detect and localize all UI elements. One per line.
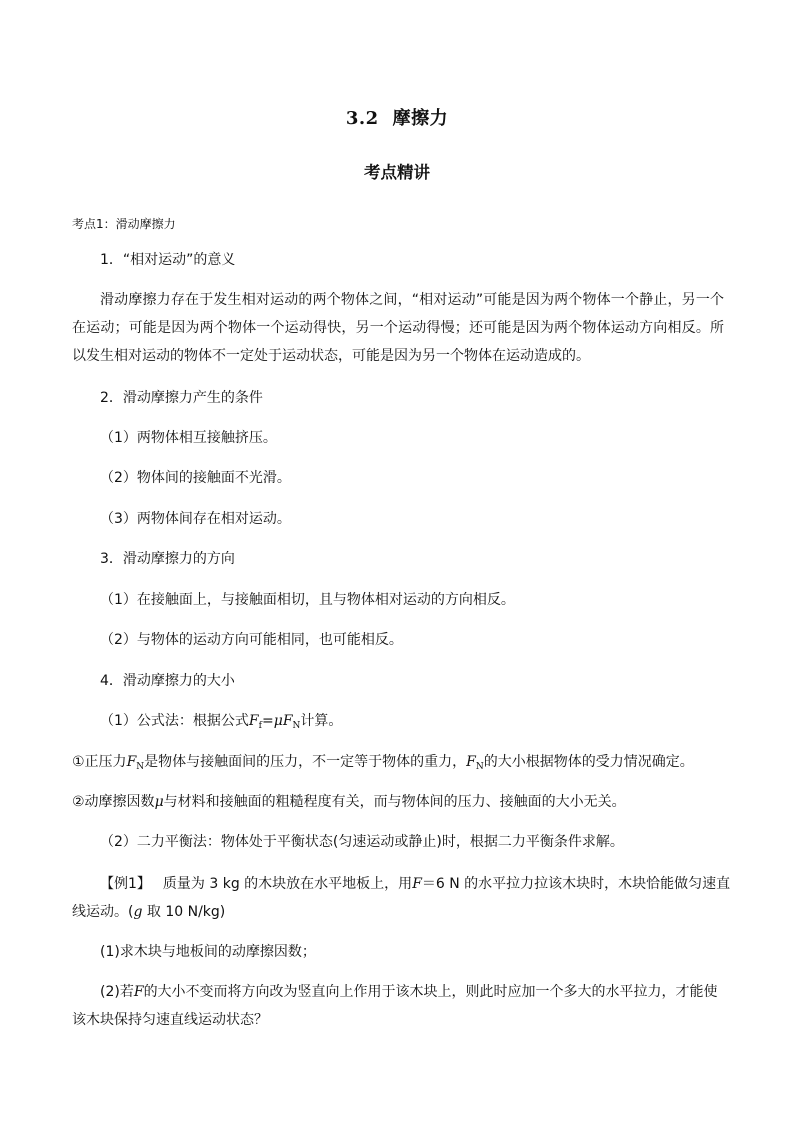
example-line-1	[100, 874, 730, 894]
example-label: 【例1】	[100, 876, 151, 892]
note1-suffix: 的大小根据物体的受力情况确定。	[483, 754, 694, 770]
formula-suffix: 计算。	[300, 713, 343, 729]
direction-2: （2）与物体的运动方向可能相同，也可能相反。	[100, 632, 403, 648]
question-1: (1)求木块与地板间的动摩擦因数；	[100, 944, 316, 960]
heading-conditions: 2．滑动摩擦力产生的条件	[100, 390, 263, 406]
heading-direction: 3．滑动摩擦力的方向	[100, 551, 235, 567]
direction-1: （1）在接触面上，与接触面相切，且与物体相对运动的方向相反。	[100, 592, 515, 608]
example-text-2: ＝6 N 的水平拉力拉该木块时，木块恰能做匀速直	[421, 876, 731, 892]
question-2-line-1	[100, 982, 718, 1002]
question2-start: (2)若	[100, 984, 134, 1000]
formula-normal-subscript: N	[292, 721, 301, 731]
example-line-2	[72, 902, 225, 922]
paragraph-relative-motion: 滑动摩擦力存在于发生相对运动的两个物体之间，“相对运动”可能是因为两个物体一个静止，另一个在运动；可能是因为两个物体一个运动得快，另一个运动得慢；还可能是因为两个物体运动方向相反。所以发生相对运动的物体不一定处于运动状态，可能是因为另一个物体在运动造成的。	[72, 292, 724, 364]
section-number: 3.2	[345, 108, 379, 129]
formula-friction-symbol: F	[248, 713, 259, 729]
note1-symbol-2: F	[466, 754, 476, 770]
example-line2-end: 取 10 N/kg)	[142, 904, 226, 920]
note1-body: 是物体与接触面间的压力，不一定等于物体的重力，	[144, 754, 467, 770]
heading-relative-motion: 1．“相对运动”的意义	[100, 252, 236, 268]
formula-normal-symbol: F	[282, 713, 293, 729]
note1-symbol: F	[126, 754, 137, 770]
equilibrium-method: （2）二力平衡法：物体处于平衡状态(匀速运动或静止)时，根据二力平衡条件求解。	[100, 834, 624, 850]
formula-method	[100, 711, 342, 736]
note1-prefix: ①正压力	[72, 754, 127, 770]
note2-prefix: ②动摩擦因数	[72, 794, 155, 810]
formula-equals: =	[261, 713, 274, 729]
note1-subscript: N	[136, 762, 145, 772]
page-subtitle: 考点精讲	[364, 163, 430, 182]
section-title: 摩擦力	[392, 108, 449, 129]
note1-subscript-2: N	[475, 762, 484, 772]
note-friction-coefficient	[72, 792, 626, 812]
example-force-symbol: F	[412, 876, 422, 892]
question2-force-symbol: F	[133, 984, 144, 1000]
example-text-1: 质量为 3 kg 的木块放在水平地板上，用	[162, 876, 413, 892]
heading-magnitude: 4．滑动摩擦力的大小	[100, 673, 235, 689]
note2-body: 与材料和接触面的粗糙程度有关，而与物体间的压力、接触面的大小无关。	[163, 794, 626, 810]
example-g-symbol: g	[133, 904, 143, 920]
example-line2-start: 线运动。(	[72, 904, 134, 920]
page-title	[0, 104, 794, 130]
condition-1: （1）两物体相互接触挤压。	[100, 430, 277, 446]
question-2-line-2: 该木块保持匀速直线运动状态？	[72, 1012, 268, 1028]
formula-friction-subscript: f	[258, 721, 262, 731]
note2-mu: μ	[154, 794, 164, 810]
condition-2: （2）物体间的接触面不光滑。	[100, 470, 291, 486]
formula-mu: μ	[273, 713, 283, 729]
point-heading: 考点1：滑动摩擦力	[72, 217, 176, 231]
condition-3: （3）两物体间存在相对运动。	[100, 511, 291, 527]
question2-body: 的大小不变而将方向改为竖直向上作用于该木块上，则此时应加一个多大的水平拉力，才能使	[143, 984, 718, 1000]
formula-prefix: （1）公式法：根据公式	[100, 713, 249, 729]
note-normal-force	[72, 752, 694, 777]
